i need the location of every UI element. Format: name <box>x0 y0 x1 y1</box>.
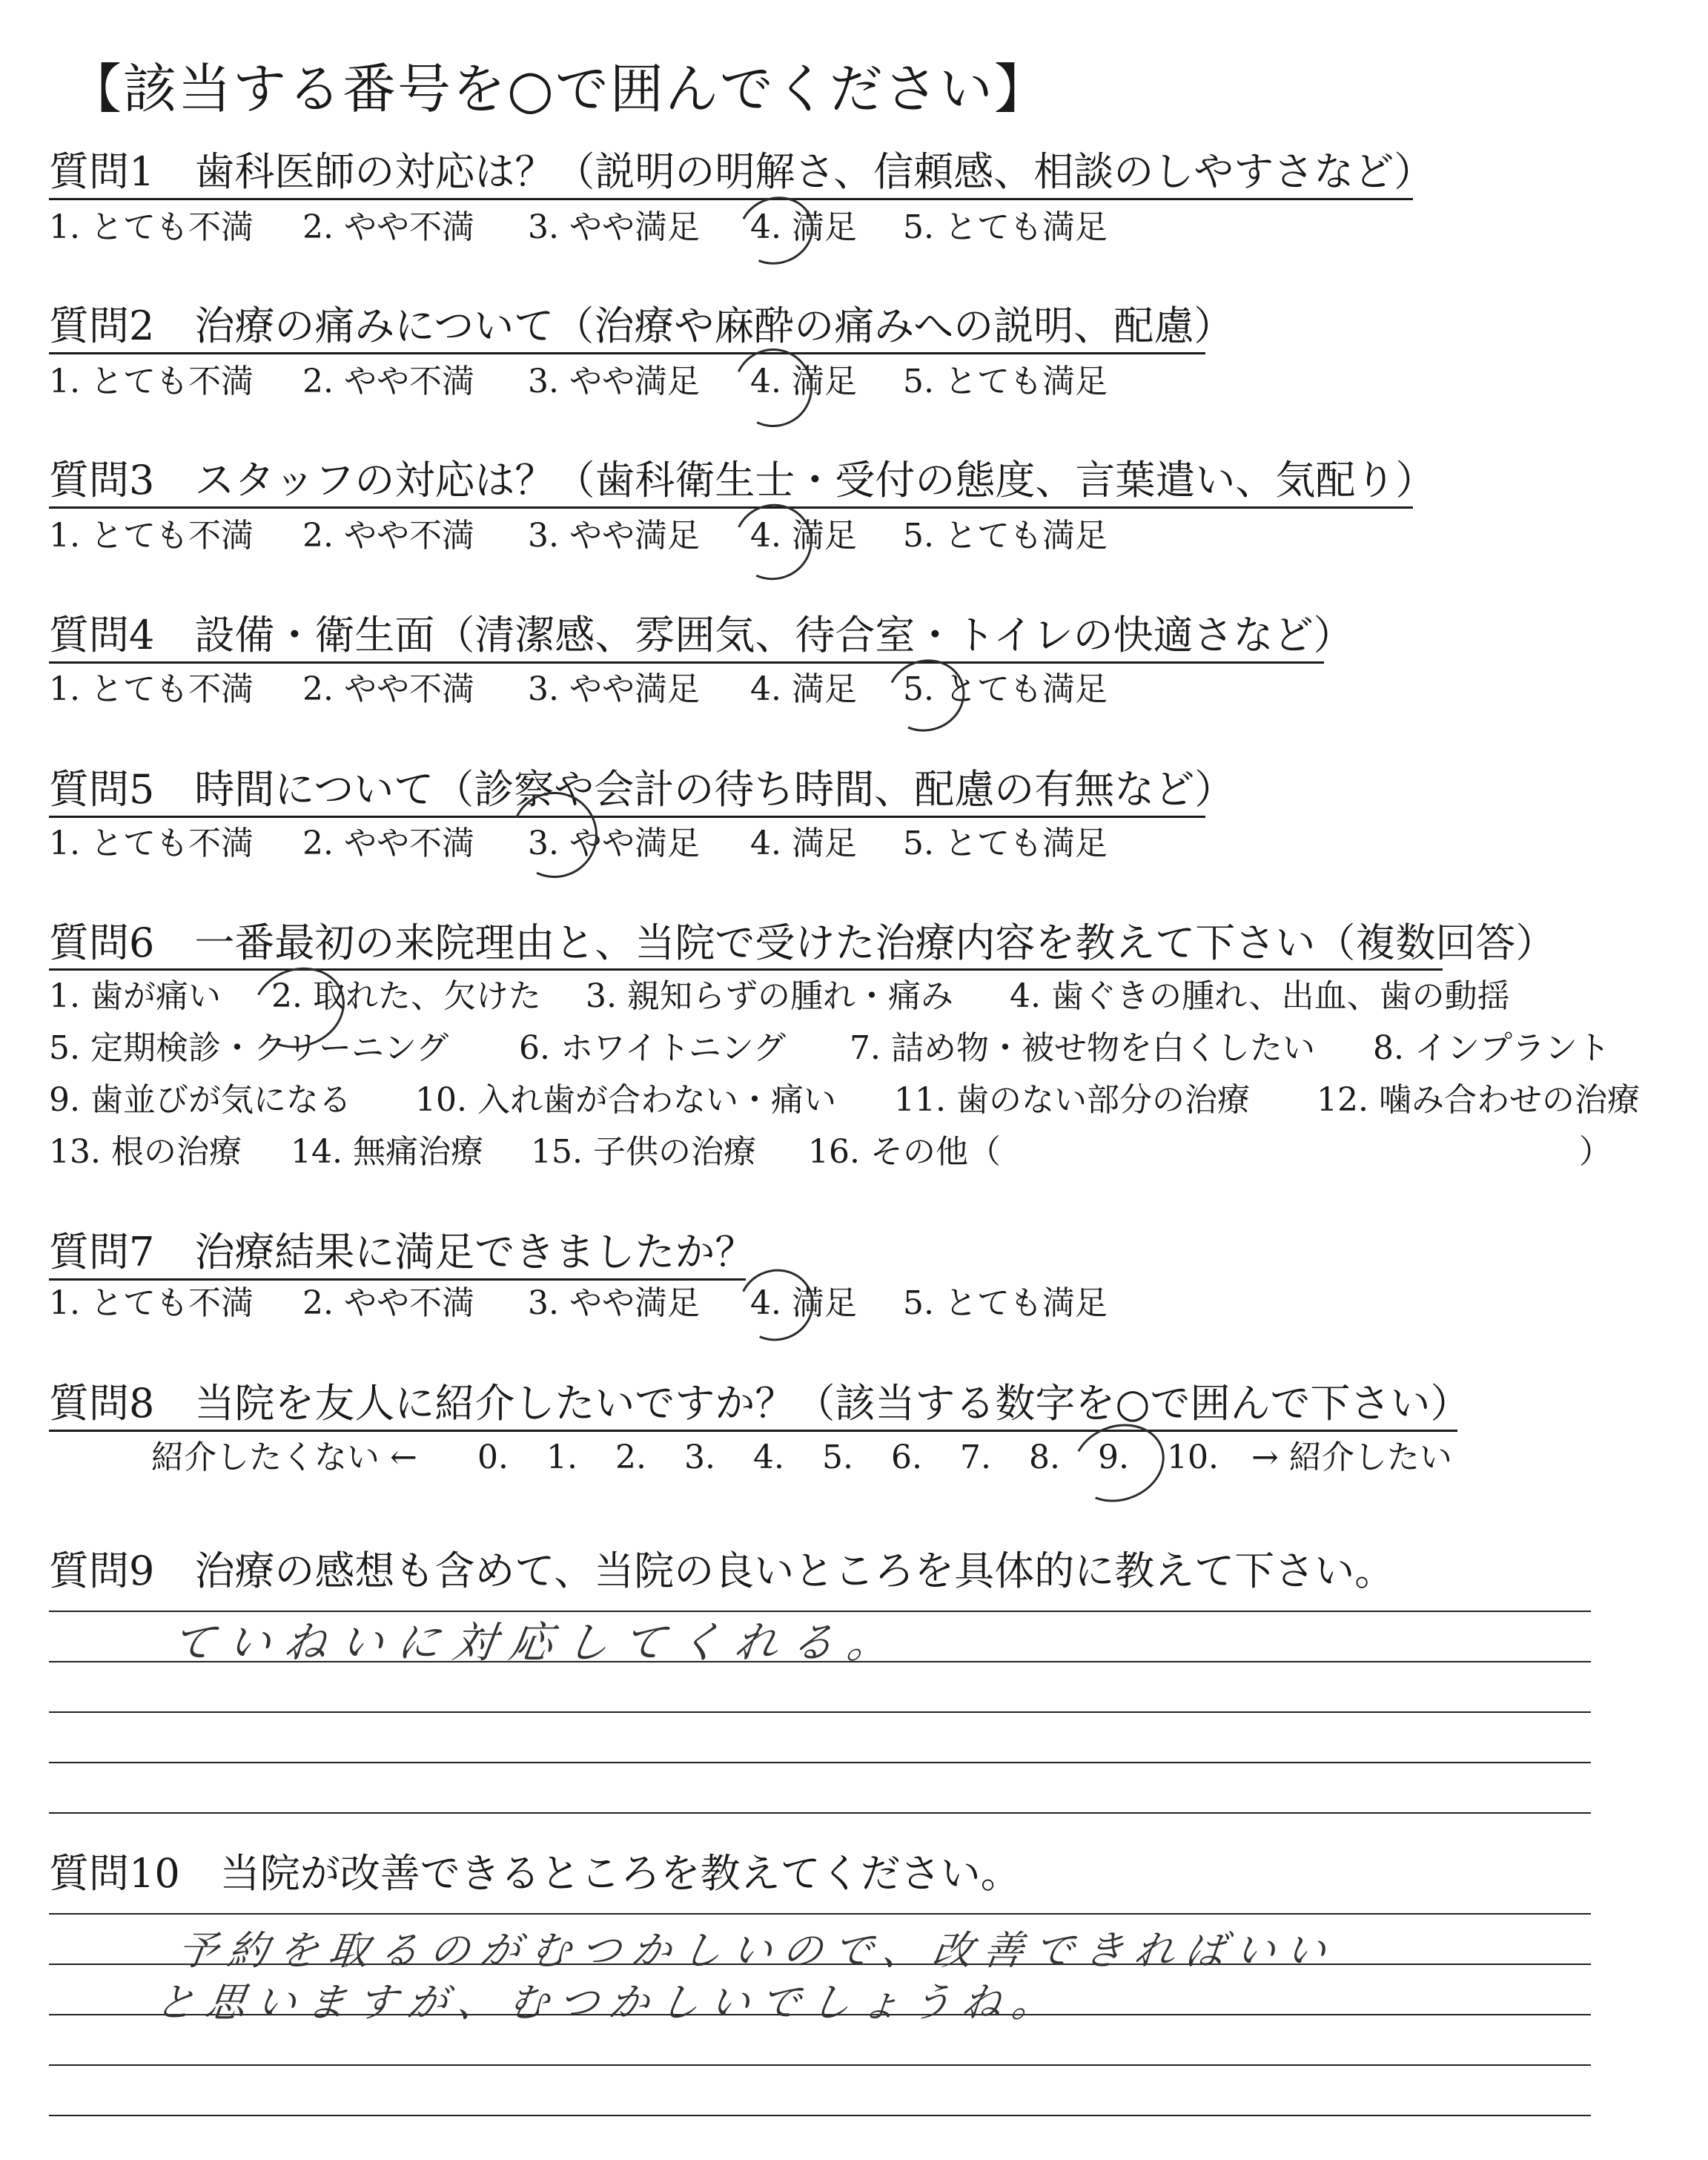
q6-option-15[interactable]: 15. 子供の治療 <box>531 1133 756 1171</box>
q2-option-5[interactable]: 5. とても満足 <box>903 363 1108 400</box>
q8-scale-2[interactable]: 2. <box>615 1439 646 1476</box>
q7-option-3[interactable]: 3. やや満足 <box>528 1284 700 1322</box>
q6-option-16-close: ） <box>1579 1133 1612 1171</box>
q5-option-5[interactable]: 5. とても満足 <box>903 825 1108 862</box>
q8-scale-8[interactable]: 8. <box>1029 1439 1060 1476</box>
q3-option-4[interactable]: 4. 満足 <box>750 517 857 555</box>
q10-handwritten-answer-line-1: 予約を取るのがむつかしいので、改善できればいい <box>174 1927 1340 1974</box>
q6-option-13[interactable]: 13. 根の治療 <box>49 1133 242 1171</box>
q10-answer-line <box>49 2115 1591 2116</box>
q7-option-4[interactable]: 4. 満足 <box>750 1284 857 1322</box>
question-10-label: 質問10 当院が改善できるところを教えてください。 <box>49 1850 1021 1897</box>
question-4-underline <box>49 661 1324 664</box>
q5-option-1[interactable]: 1. とても不満 <box>49 825 254 862</box>
q6-option-10[interactable]: 10. 入れ歯が合わない・痛い <box>415 1081 836 1119</box>
q3-option-2[interactable]: 2. やや不満 <box>302 517 474 555</box>
q3-option-1[interactable]: 1. とても不満 <box>49 517 254 555</box>
question-8-label: 質問8 当院を友人に紹介したいですか？（該当する数字を○で囲んで下さい） <box>49 1380 1471 1427</box>
q9-answer-line <box>49 1762 1591 1763</box>
q7-option-2[interactable]: 2. やや不満 <box>302 1284 474 1322</box>
question-3-underline <box>49 506 1413 509</box>
q8-scale-1[interactable]: 1. <box>546 1439 577 1476</box>
q10-answer-line <box>49 2064 1591 2066</box>
q6-option-12[interactable]: 12. 噛み合わせの治療 <box>1317 1081 1640 1119</box>
q2-option-3[interactable]: 3. やや満足 <box>528 363 700 400</box>
q8-scale-6[interactable]: 6. <box>891 1439 922 1476</box>
q5-option-3[interactable]: 3. やや満足 <box>528 825 700 862</box>
q4-option-1[interactable]: 1. とても不満 <box>49 670 254 708</box>
q6-option-2[interactable]: 2. 取れた、欠けた <box>271 977 541 1015</box>
q1-option-2[interactable]: 2. やや不満 <box>302 208 474 246</box>
q8-scale-0[interactable]: 0. <box>477 1439 509 1476</box>
q2-option-2[interactable]: 2. やや不満 <box>302 363 474 400</box>
q10-handwritten-answer-line-2: と思いますが、むつかしいでしょうね。 <box>152 1979 1066 2026</box>
q6-option-4[interactable]: 4. 歯ぐきの腫れ、出血、歯の動揺 <box>1010 977 1510 1015</box>
q9-answer-line <box>49 1812 1591 1814</box>
q6-option-7[interactable]: 7. 詰め物・被せ物を白くしたい <box>850 1029 1315 1067</box>
question-1-underline <box>49 198 1413 200</box>
q8-scale-10[interactable]: 10. <box>1167 1439 1219 1476</box>
q6-option-14[interactable]: 14. 無痛治療 <box>291 1133 483 1171</box>
q2-option-4[interactable]: 4. 満足 <box>750 363 857 400</box>
q6-option-5[interactable]: 5. 定期検診・クリーニング <box>49 1029 449 1067</box>
q8-scale-5[interactable]: 5. <box>822 1439 853 1476</box>
question-1-label: 質問1 歯科医師の対応は？（説明の明解さ、信頼感、相談のしやすさなど） <box>49 148 1434 195</box>
q3-option-5[interactable]: 5. とても満足 <box>903 517 1108 555</box>
question-5-underline <box>49 816 1205 818</box>
q5-option-2[interactable]: 2. やや不満 <box>302 825 474 862</box>
question-2-underline <box>49 352 1205 354</box>
q8-selection-circle <box>1062 1412 1175 1515</box>
q6-option-6[interactable]: 6. ホワイトニング <box>519 1029 787 1067</box>
q1-option-4[interactable]: 4. 満足 <box>750 208 857 246</box>
q6-option-11[interactable]: 11. 歯のない部分の治療 <box>894 1081 1250 1119</box>
q6-option-1[interactable]: 1. 歯が痛い <box>49 977 221 1015</box>
q7-option-1[interactable]: 1. とても不満 <box>49 1284 254 1322</box>
q6-option-16[interactable]: 16. その他（ <box>808 1133 1001 1171</box>
q8-scale-3[interactable]: 3. <box>684 1439 715 1476</box>
q2-option-1[interactable]: 1. とても不満 <box>49 363 254 400</box>
question-8-underline <box>49 1430 1457 1432</box>
question-7-label: 質問7 治療結果に満足できましたか？ <box>49 1229 755 1275</box>
question-6-label: 質問6 一番最初の来院理由と、当院で受けた治療内容を教えて下さい（複数回答） <box>49 919 1556 966</box>
question-9-label: 質問9 治療の感想も含めて、当院の良いところを具体的に教えて下さい。 <box>49 1548 1395 1594</box>
q8-right-label: → 紹介したい <box>1251 1439 1452 1476</box>
q4-option-2[interactable]: 2. やや不満 <box>302 670 474 708</box>
q1-option-5[interactable]: 5. とても満足 <box>903 208 1108 246</box>
q10-answer-line <box>49 1913 1591 1915</box>
q6-option-8[interactable]: 8. インプラント <box>1373 1029 1610 1067</box>
question-4-label: 質問4 設備・衛生面（清潔感、雰囲気、待合室・トイレの快適さなど） <box>49 612 1354 658</box>
q8-left-label: 紹介したくない ← <box>151 1439 417 1476</box>
q1-option-1[interactable]: 1. とても不満 <box>49 208 254 246</box>
question-3-label: 質問3 スタッフの対応は？（歯科衛生士・受付の態度、言葉遣い、気配り） <box>49 457 1436 503</box>
question-7-underline <box>49 1278 746 1281</box>
question-2-label: 質問2 治療の痛みについて（治療や麻酔の痛みへの説明、配慮） <box>49 303 1234 349</box>
q8-scale-9[interactable]: 9. <box>1098 1439 1129 1476</box>
q5-option-4[interactable]: 4. 満足 <box>750 825 857 862</box>
q9-answer-line <box>49 1711 1591 1713</box>
q3-option-3[interactable]: 3. やや満足 <box>528 517 700 555</box>
q4-option-4[interactable]: 4. 満足 <box>750 670 857 708</box>
question-5-label: 質問5 時間について（診察や会計の待ち時間、配慮の有無など） <box>49 766 1235 813</box>
q4-option-5[interactable]: 5. とても満足 <box>903 670 1108 708</box>
q4-option-3[interactable]: 3. やや満足 <box>528 670 700 708</box>
q9-handwritten-answer: ていねいに対応してくれる。 <box>168 1617 908 1668</box>
q6-option-3[interactable]: 3. 親知らずの腫れ・痛み <box>586 977 953 1015</box>
page-title: 【該当する番号を○で囲んでください】 <box>68 58 1049 120</box>
q1-option-3[interactable]: 3. やや満足 <box>528 208 700 246</box>
q6-option-9[interactable]: 9. 歯並びが気になる <box>49 1081 351 1119</box>
q7-option-5[interactable]: 5. とても満足 <box>903 1284 1108 1322</box>
q8-scale-4[interactable]: 4. <box>753 1439 784 1476</box>
q8-scale-7[interactable]: 7. <box>960 1439 991 1476</box>
question-6-underline <box>49 968 1443 971</box>
